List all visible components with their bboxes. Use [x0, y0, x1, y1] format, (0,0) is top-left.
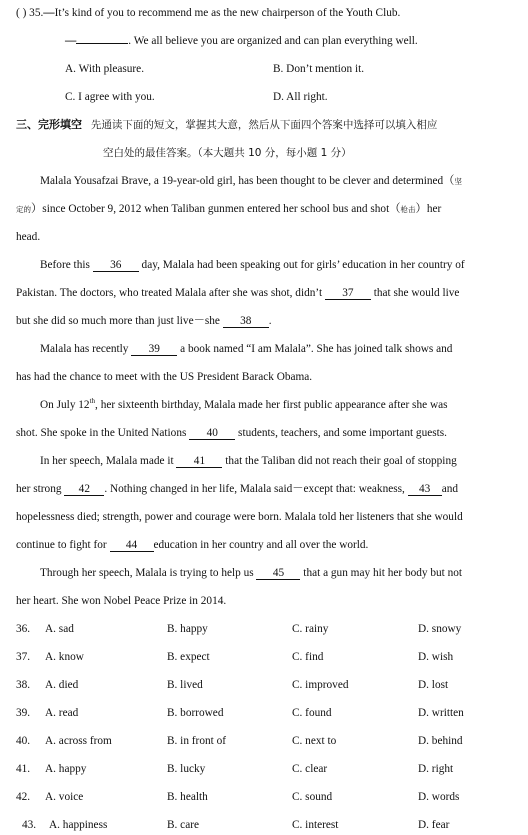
passage-p3-line1 — [40, 342, 452, 356]
q35-paren: ( ) 35. — [16, 7, 44, 19]
passage-text: a book named “I am Malala”. She has joined talk shows and — [177, 343, 453, 355]
passage-p3-line2: has had the chance to meet with the US President Barack Obama. — [16, 371, 313, 383]
question-number: 41. — [16, 763, 31, 775]
question-number: 43. — [22, 819, 37, 831]
blank-44[interactable]: 44 — [110, 539, 154, 552]
blank-40[interactable]: 40 — [189, 427, 235, 440]
question-number: 37. — [16, 651, 31, 663]
option-c[interactable]: C. found — [292, 707, 332, 719]
blank-43[interactable]: 43 — [408, 483, 442, 496]
passage-p6-line1 — [40, 566, 462, 580]
passage-p2-line2 — [16, 286, 459, 300]
option-d[interactable]: D. wish — [418, 651, 454, 663]
passage-p1-line2 — [16, 202, 441, 217]
passage-text: but she did so much more than just live－she — [16, 315, 223, 327]
q35-option-c[interactable]: C. I agree with you. — [65, 91, 155, 103]
passage-p5-line1 — [40, 454, 457, 468]
passage-text: that a gun may hit her body but not — [300, 567, 463, 579]
q35-option-a[interactable]: A. With pleasure. — [65, 63, 145, 75]
passage-text: Before this — [40, 259, 93, 271]
blank-41[interactable]: 41 — [176, 455, 222, 468]
passage-p5-line3: hopelessness died; strength, power and courage were born. Malala told her listeners that she would — [16, 511, 463, 523]
option-c[interactable]: C. sound — [292, 791, 333, 803]
passage-text: Malala has recently — [40, 343, 132, 355]
blank-38[interactable]: 38 — [223, 315, 269, 328]
option-c[interactable]: C. improved — [292, 679, 349, 691]
passage-p5-line2 — [16, 482, 458, 496]
passage-text: . — [268, 315, 272, 327]
passage-p1-line1 — [40, 174, 462, 189]
blank-36[interactable]: 36 — [93, 259, 139, 272]
blank-37[interactable]: 37 — [325, 287, 371, 300]
option-b[interactable]: B. lucky — [167, 763, 206, 775]
question-number: 38. — [16, 679, 31, 691]
option-a[interactable]: A. across from — [45, 735, 112, 747]
option-a[interactable]: A. sad — [45, 623, 74, 635]
passage-text: day, Malala had been speaking out for girls’ education in her country of — [138, 259, 465, 271]
passage-text: In her speech, Malala made it — [40, 455, 177, 467]
passage-text: , her sixteenth birthday, Malala made her first public appearance after she was — [95, 399, 448, 411]
blank-39[interactable]: 39 — [131, 343, 177, 356]
option-d[interactable]: D. snowy — [418, 623, 462, 635]
passage-text: students, teachers, and some important guests. — [235, 427, 447, 439]
q35-option-b[interactable]: B. Don’t mention it. — [273, 63, 365, 75]
option-a[interactable]: A. read — [45, 707, 79, 719]
passage-text: that the Taliban did not reach their goal of stopping — [222, 455, 457, 467]
option-c[interactable]: C. clear — [292, 763, 328, 775]
q35-answer-blank[interactable] — [76, 43, 128, 44]
q35-reply-line: — . We all believe you are organized and can plan everything well. — [65, 35, 418, 47]
passage-text: shot. She spoke in the United Nations — [16, 427, 190, 439]
passage-p5-line4 — [16, 538, 368, 552]
option-a[interactable]: A. happy — [45, 763, 87, 775]
passage-text: Through her speech, Malala is trying to help us — [40, 567, 257, 579]
option-d[interactable]: D. words — [418, 791, 460, 803]
passage-text: and — [441, 483, 458, 495]
question-number: 42. — [16, 791, 31, 803]
passage-p6-line2: her heart. She won Nobel Peace Prize in 2014. — [16, 595, 227, 607]
passage-text: her strong — [16, 483, 65, 495]
question-number: 36. — [16, 623, 31, 635]
option-d[interactable]: D. written — [418, 707, 464, 719]
section-instruction-1: 先通读下面的短文，掌握其大意，然后从下面四个答案中选择可以填入相应 — [90, 119, 438, 131]
question-number: 39. — [16, 707, 31, 719]
blank-42[interactable]: 42 — [64, 483, 104, 496]
option-a[interactable]: A. know — [45, 651, 84, 663]
q35-reply: . We all believe you are organized and can plan everything well. — [128, 35, 418, 47]
question-number: 40. — [16, 735, 31, 747]
section-heading: 三、完形填空 — [16, 118, 82, 131]
passage-text: On July 12 — [40, 399, 90, 411]
passage-text: ）her — [415, 203, 442, 215]
option-b[interactable]: B. in front of — [167, 735, 226, 747]
gloss-text: 定的 — [16, 205, 31, 214]
q35-stem-line: ( ) 35.—It’s kind of you to recommend me as the new chairperson of the Youth Club. — [16, 7, 401, 19]
option-a[interactable]: A. happiness — [49, 819, 108, 831]
option-c[interactable]: C. interest — [292, 819, 339, 831]
passage-text: ）since October 9, 2012 when Taliban gunmen entered her school bus and shot（ — [31, 203, 401, 215]
section-heading-line — [16, 118, 437, 132]
passage-p2-line3 — [16, 314, 272, 328]
option-b[interactable]: B. health — [167, 791, 208, 803]
option-c[interactable]: C. next to — [292, 735, 337, 747]
passage-p4-line2 — [16, 426, 447, 440]
passage-text: Malala Yousafzai Brave, a 19-year-old girl, has been thought to be clever and determined（ — [40, 175, 455, 187]
q35-stem: It’s kind of you to recommend me as the new chairperson of the Youth Club. — [54, 7, 401, 19]
option-b[interactable]: B. happy — [167, 623, 208, 635]
option-c[interactable]: C. rainy — [292, 623, 329, 635]
passage-text: continue to fight for — [16, 539, 110, 551]
passage-p4-line1 — [40, 398, 448, 412]
gloss-text: 枪击 — [400, 205, 416, 214]
q35-option-d[interactable]: D. All right. — [273, 91, 328, 103]
option-b[interactable]: B. borrowed — [167, 707, 224, 719]
option-d[interactable]: D. behind — [418, 735, 463, 747]
option-b[interactable]: B. care — [167, 819, 199, 831]
passage-text: that she would live — [370, 287, 460, 299]
gloss-text: 坚 — [454, 177, 462, 186]
passage-text: Pakistan. The doctors, who treated Malala after she was shot, didn’t — [16, 287, 325, 299]
passage-text: . Nothing changed in her life, Malala said－except that: weakness, — [104, 483, 408, 495]
passage-p2-line1 — [40, 258, 465, 272]
option-d[interactable]: D. fear — [418, 819, 450, 831]
blank-45[interactable]: 45 — [256, 567, 300, 580]
passage-text: education in her country and all over the world. — [153, 539, 369, 551]
section-instruction-2: 空白处的最佳答案。（本大题共 10 分，每小题 1 分） — [103, 147, 352, 159]
ordinal-suffix: th — [89, 397, 96, 406]
option-b[interactable]: B. expect — [167, 651, 210, 663]
passage-p1-line3: head. — [16, 231, 41, 243]
option-b[interactable]: B. lived — [167, 679, 203, 691]
option-c[interactable]: C. find — [292, 651, 324, 663]
option-a[interactable]: A. voice — [45, 791, 84, 803]
option-a[interactable]: A. died — [45, 679, 79, 691]
option-d[interactable]: D. lost — [418, 679, 449, 691]
option-d[interactable]: D. right — [418, 763, 454, 775]
